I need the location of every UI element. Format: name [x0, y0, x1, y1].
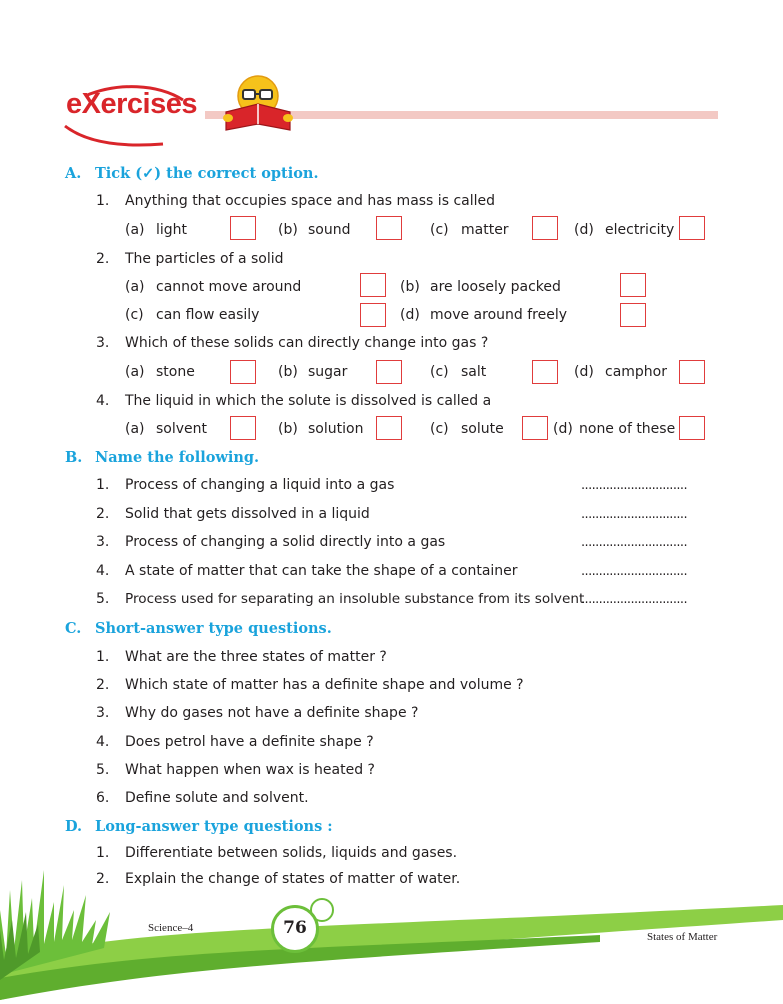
question-text: The particles of a solid [125, 251, 284, 267]
question-text: The liquid in which the solute is dissolved is called a [125, 393, 492, 409]
option-label: (a) [125, 222, 145, 238]
answer-checkbox[interactable] [679, 416, 705, 440]
answer-blank[interactable]: .............................. [581, 564, 687, 579]
answer-checkbox[interactable] [230, 216, 256, 240]
option-text: electricity [605, 222, 675, 238]
option-text: can flow easily [156, 307, 260, 323]
exercises-title: eXercises [66, 88, 197, 120]
option-text: light [156, 222, 188, 238]
section-c-title: Short-answer type questions. [95, 620, 332, 637]
grass-decoration [0, 850, 783, 1000]
logo-swoosh-bottom [65, 126, 163, 145]
item-number: 2. [96, 871, 110, 887]
question-text: Anything that occupies space and has mass is called [125, 193, 495, 209]
item-number: 1. [96, 649, 110, 665]
question-number: 2. [96, 251, 110, 267]
book-name: Science–4 [148, 922, 194, 934]
answer-blank[interactable]: .............................. [581, 592, 687, 607]
section-a-letter: A. [65, 165, 82, 182]
item-text: Solid that gets dissolved in a liquid [125, 506, 370, 522]
option-label: (c) [125, 307, 144, 323]
option-label: (d) [553, 421, 573, 437]
option-label: (d) [574, 222, 594, 238]
option-label: (d) [574, 364, 594, 380]
question-number: 1. [96, 193, 110, 209]
option-label: (a) [125, 421, 145, 437]
item-text: What are the three states of matter ? [125, 649, 387, 665]
answer-checkbox[interactable] [360, 303, 386, 327]
item-text: A state of matter that can take the shape of a container [125, 563, 518, 579]
item-number: 5. [96, 762, 110, 778]
answer-checkbox[interactable] [230, 360, 256, 384]
item-text: Differentiate between solids, liquids and gases. [125, 845, 458, 861]
item-text: Why do gases not have a definite shape ? [125, 705, 419, 721]
answer-checkbox[interactable] [620, 303, 646, 327]
item-text: Process used for separating an insoluble substance from its solvent [125, 591, 585, 607]
section-d-title: Long-answer type questions : [95, 818, 333, 835]
item-text: Process of changing a solid directly into a gas [125, 534, 446, 550]
answer-blank[interactable]: .............................. [581, 478, 687, 493]
option-text: sugar [308, 364, 348, 380]
reading-mascot [220, 72, 300, 134]
answer-checkbox[interactable] [230, 416, 256, 440]
option-label: (a) [125, 364, 145, 380]
option-label: (b) [278, 222, 298, 238]
section-c-letter: C. [65, 620, 82, 637]
answer-checkbox[interactable] [679, 360, 705, 384]
option-label: (b) [278, 421, 298, 437]
answer-checkbox[interactable] [522, 416, 548, 440]
grass-swoosh-graphic [0, 850, 783, 1000]
answer-checkbox[interactable] [532, 216, 558, 240]
item-text: Define solute and solvent. [125, 790, 309, 806]
question-text: Which of these solids can directly change into gas ? [125, 335, 489, 351]
option-text: cannot move around [156, 279, 302, 295]
answer-checkbox[interactable] [679, 216, 705, 240]
option-text: solute [461, 421, 504, 437]
item-text: Does petrol have a definite shape ? [125, 734, 374, 750]
item-text: Explain the change of states of matter of water. [125, 871, 461, 887]
option-label: (b) [400, 279, 420, 295]
option-text: matter [461, 222, 509, 238]
item-text: Process of changing a liquid into a gas [125, 477, 395, 493]
section-b-letter: B. [65, 449, 83, 466]
answer-checkbox[interactable] [532, 360, 558, 384]
question-number: 3. [96, 335, 110, 351]
answer-checkbox[interactable] [620, 273, 646, 297]
item-number: 6. [96, 790, 110, 806]
item-text: What happen when wax is heated ? [125, 762, 375, 778]
answer-checkbox[interactable] [376, 360, 402, 384]
option-label: (c) [430, 364, 449, 380]
question-number: 4. [96, 393, 110, 409]
option-label: (a) [125, 279, 145, 295]
item-number: 2. [96, 677, 110, 693]
item-number: 1. [96, 845, 110, 861]
answer-blank[interactable]: .............................. [581, 507, 687, 522]
item-number: 3. [96, 534, 110, 550]
option-label: (c) [430, 222, 449, 238]
answer-checkbox[interactable] [360, 273, 386, 297]
item-number: 3. [96, 705, 110, 721]
item-number: 5. [96, 591, 110, 607]
section-a-title: Tick (✓) the correct option. [95, 165, 319, 182]
option-text: are loosely packed [430, 279, 561, 295]
page-number: 76 [283, 918, 307, 938]
option-label: (b) [278, 364, 298, 380]
answer-blank[interactable]: .............................. [581, 535, 687, 550]
item-number: 4. [96, 563, 110, 579]
option-text: sound [308, 222, 351, 238]
option-text: move around freely [430, 307, 568, 323]
option-text: solvent [156, 421, 208, 437]
section-b-title: Name the following. [95, 449, 260, 466]
option-text: camphor [605, 364, 667, 380]
item-text: Which state of matter has a definite shape and volume ? [125, 677, 524, 693]
option-text: stone [156, 364, 195, 380]
smiley-reading-icon [220, 72, 300, 134]
answer-checkbox[interactable] [376, 416, 402, 440]
option-label: (c) [430, 421, 449, 437]
option-text: salt [461, 364, 487, 380]
item-number: 1. [96, 477, 110, 493]
answer-checkbox[interactable] [376, 216, 402, 240]
option-label: (d) [400, 307, 420, 323]
item-number: 2. [96, 506, 110, 522]
option-text: solution [308, 421, 364, 437]
item-number: 4. [96, 734, 110, 750]
option-text: none of these [579, 421, 676, 437]
section-d-letter: D. [65, 818, 83, 835]
chapter-name: States of Matter [647, 931, 718, 943]
